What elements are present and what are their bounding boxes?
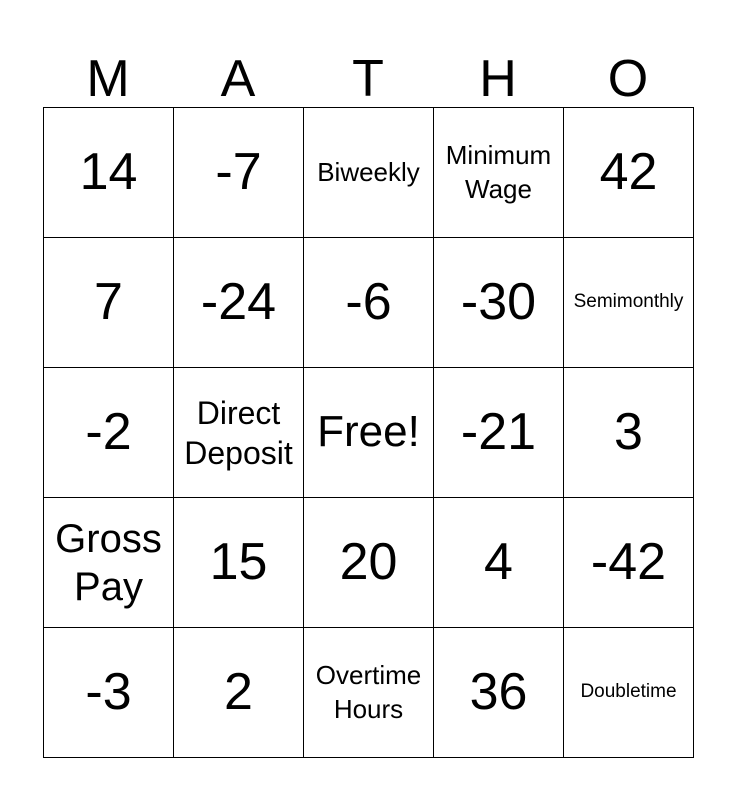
bingo-cell[interactable]: -21 — [434, 368, 564, 498]
bingo-cell[interactable]: 15 — [174, 498, 304, 628]
bingo-cell[interactable]: -2 — [44, 368, 174, 498]
header-letter-a: A — [220, 49, 256, 108]
bingo-cell[interactable]: Biweekly — [304, 108, 434, 238]
bingo-cell[interactable]: 42 — [564, 108, 694, 238]
bingo-cell[interactable]: 14 — [44, 108, 174, 238]
bingo-cell[interactable]: 7 — [44, 238, 174, 368]
bingo-cell[interactable]: Minimum Wage — [434, 108, 564, 238]
bingo-cell[interactable]: Semimonthly — [564, 238, 694, 368]
bingo-cell[interactable]: Direct Deposit — [174, 368, 304, 498]
header-letter-h: H — [479, 49, 517, 108]
header-letter-m: M — [86, 49, 130, 108]
bingo-cell[interactable]: 4 — [434, 498, 564, 628]
bingo-card — [43, 44, 693, 758]
bingo-cell[interactable]: -30 — [434, 238, 564, 368]
bingo-cell[interactable]: -7 — [174, 108, 304, 238]
bingo-cell[interactable]: 20 — [304, 498, 434, 628]
bingo-cell[interactable]: 2 — [174, 628, 304, 758]
bingo-cell[interactable]: Doubletime — [564, 628, 694, 758]
bingo-cell[interactable]: -3 — [44, 628, 174, 758]
bingo-header — [43, 44, 693, 107]
bingo-cell[interactable]: Gross Pay — [44, 498, 174, 628]
bingo-grid — [43, 107, 694, 758]
bingo-cell[interactable]: -6 — [304, 238, 434, 368]
bingo-cell[interactable]: 3 — [564, 368, 694, 498]
bingo-cell[interactable]: -42 — [564, 498, 694, 628]
bingo-cell[interactable]: Overtime Hours — [304, 628, 434, 758]
free-space-cell[interactable]: Free! — [304, 368, 434, 498]
header-letter-o: O — [607, 49, 649, 108]
header-letter-t: T — [352, 49, 384, 108]
bingo-cell[interactable]: -24 — [174, 238, 304, 368]
bingo-cell[interactable]: 36 — [434, 628, 564, 758]
